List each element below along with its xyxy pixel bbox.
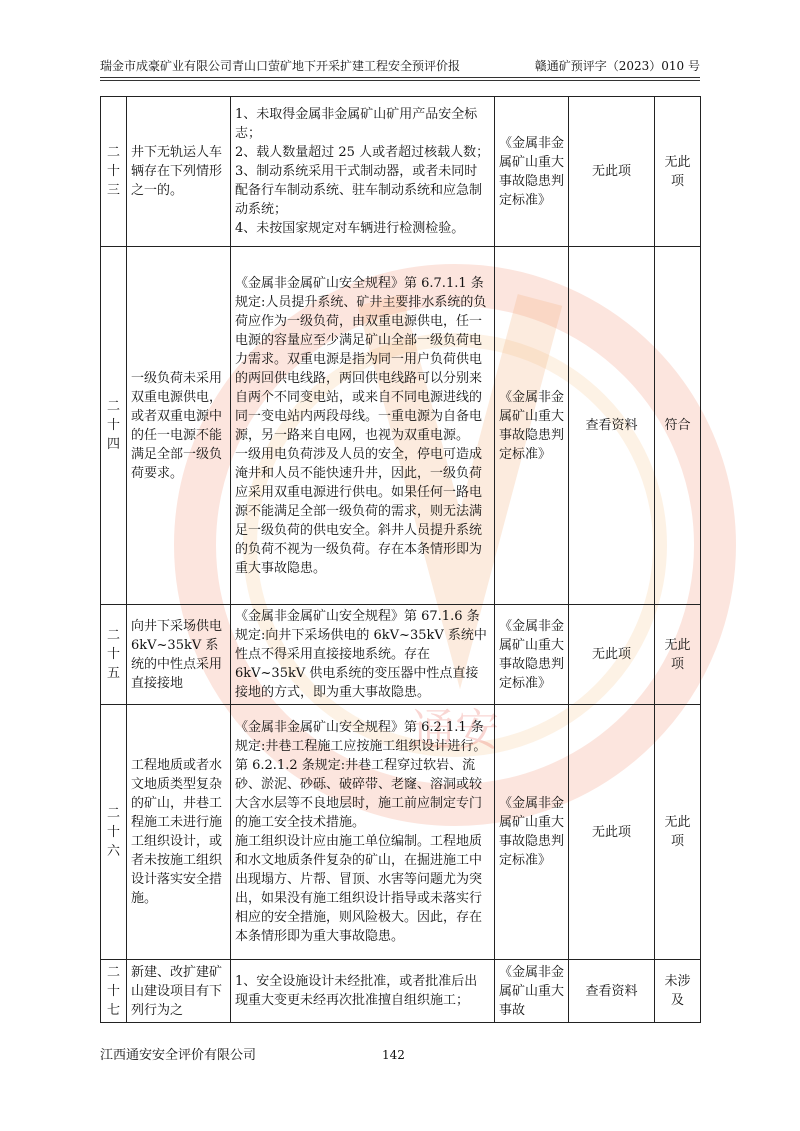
hazard-description: 新建、改扩建矿山建设项目有下列行为之 — [127, 960, 231, 1023]
check-result: 无此项 — [655, 605, 701, 705]
table-row — [101, 960, 701, 1023]
hazard-description: 工程地质或者水文地质类型复杂的矿山，井巷工程施工未进行施工组织设计，或者未按施工组织设计落实安全措施。 — [127, 705, 231, 960]
table-row — [101, 97, 701, 247]
header-report-title: 瑞金市成豪矿业有限公司青山口萤矿地下开采扩建工程安全预评价报 — [100, 59, 461, 73]
table-row — [101, 247, 701, 605]
row-number: 二 十 三 — [101, 97, 127, 247]
judgement-basis: 《金属非金属矿山安全规程》第 6.7.1.1 条规定:人员提升系统、矿井主要排水系统的负荷应作为一级负荷，由双重电源供电，任一电源的容量应至少满足矿山全部一级负荷电力需求。双重电源是指为同一用户负荷供电的两回供电线路，两回供电线路可以分别来自两个不同变电站，或来自不同电源进线的同一变电站内两段母线。一重电源为自备电源，另一路来自电网，也视为双重电源。 一级用电负荷涉及人员的安全，停电可造成淹井和人员不能快速升井，因此，一级负荷应采用双重电源进行供电。如果任何一路电源不能满足全部一级负荷的需求，则无法满足一级负荷的供电安全。斜井人员提升系统的负荷不视为一级负荷。存在本条情形即为重大事故隐患。 — [231, 247, 495, 605]
check-method: 查看资料 — [569, 247, 655, 605]
reference-standard: 《金属非金属矿山重大事故 — [495, 960, 569, 1023]
check-result: 无此项 — [655, 97, 701, 247]
check-result: 无此项 — [655, 705, 701, 960]
row-number: 二 十 四 — [101, 247, 127, 605]
table-row — [101, 605, 701, 705]
reference-standard: 《金属非金属矿山重大事故隐患判定标准》 — [495, 97, 569, 247]
header-report-number: 赣通矿预评字（2023）010 号 — [534, 59, 700, 73]
header-rule — [100, 77, 700, 78]
header-rule-double — [100, 80, 700, 81]
page-header — [100, 58, 700, 74]
judgement-basis: 《金属非金属矿山安全规程》第 6.2.1.1 条规定:井巷工程施工应按施工组织设计进行。第 6.2.1.2 条规定:井巷工程穿过软岩、流砂、淤泥、砂砾、破碎带、老窿、溶洞或较大含水层等不良地层时，施工前应制定专门的施工安全技术措施。 施工组织设计应由施工单位编制。工程地质和水文地质条件复杂的矿山，在掘进施工中出现塌方、片帮、冒顶、水害等问题尤为突出，如果没有施工组织设计指导或未落实行相应的安全措施，则风险极大。因此，存在本条情形即为重大事故隐患。 — [231, 705, 495, 960]
judgement-basis: 1、未取得金属非金属矿山矿用产品安全标志； 2、载人数量超过 25 人或者超过核载人数； 3、制动系统采用干式制动器，或者未同时配备行车制动系统、驻车制动系统和应急制动系统； 4、未按国家规定对车辆进行检测检验。 — [231, 97, 495, 247]
hazard-description: 向井下采场供电 6kV~35kV 系统的中性点采用直接接地 — [127, 605, 231, 705]
hazard-judgement-table — [100, 96, 701, 1023]
check-result: 未涉及 — [655, 960, 701, 1023]
row-number: 二 十 六 — [101, 705, 127, 960]
hazard-description: 一级负荷未采用双重电源供电，或者双重电源中的任一电源不能满足全部一级负荷要求。 — [127, 247, 231, 605]
reference-standard: 《金属非金属矿山重大事故隐患判定标准》 — [495, 247, 569, 605]
check-result: 符合 — [655, 247, 701, 605]
judgement-basis: 《金属非金属矿山安全规程》第 67.1.6 条规定:向井下采场供电的 6kV~35kV 系统中性点不得采用直接接地系统。存在 6kV~35kV 供电系统的变压器中性点直接接地的方式，即为重大事故隐患。 — [231, 605, 495, 705]
check-method: 无此项 — [569, 97, 655, 247]
row-number: 二 十 五 — [101, 605, 127, 705]
check-method: 无此项 — [569, 705, 655, 960]
judgement-basis: 1、安全设施设计未经批准，或者批准后出现重大变更未经再次批准擅自组织施工； — [231, 960, 495, 1023]
page-number: 142 — [382, 1048, 405, 1062]
svg-text:通安: 通安 — [411, 705, 499, 756]
check-method: 无此项 — [569, 605, 655, 705]
row-number: 二 十 七 — [101, 960, 127, 1023]
reference-standard: 《金属非金属矿山重大事故隐患判定标准》 — [495, 605, 569, 705]
hazard-description: 井下无轨运人车辆存在下列情形之一的。 — [127, 97, 231, 247]
check-method: 查看资料 — [569, 960, 655, 1023]
table-row — [101, 705, 701, 960]
reference-standard: 《金属非金属矿山重大事故隐患判定标准》 — [495, 705, 569, 960]
footer-company-name: 江西通安安全评价有限公司 — [100, 1048, 257, 1063]
